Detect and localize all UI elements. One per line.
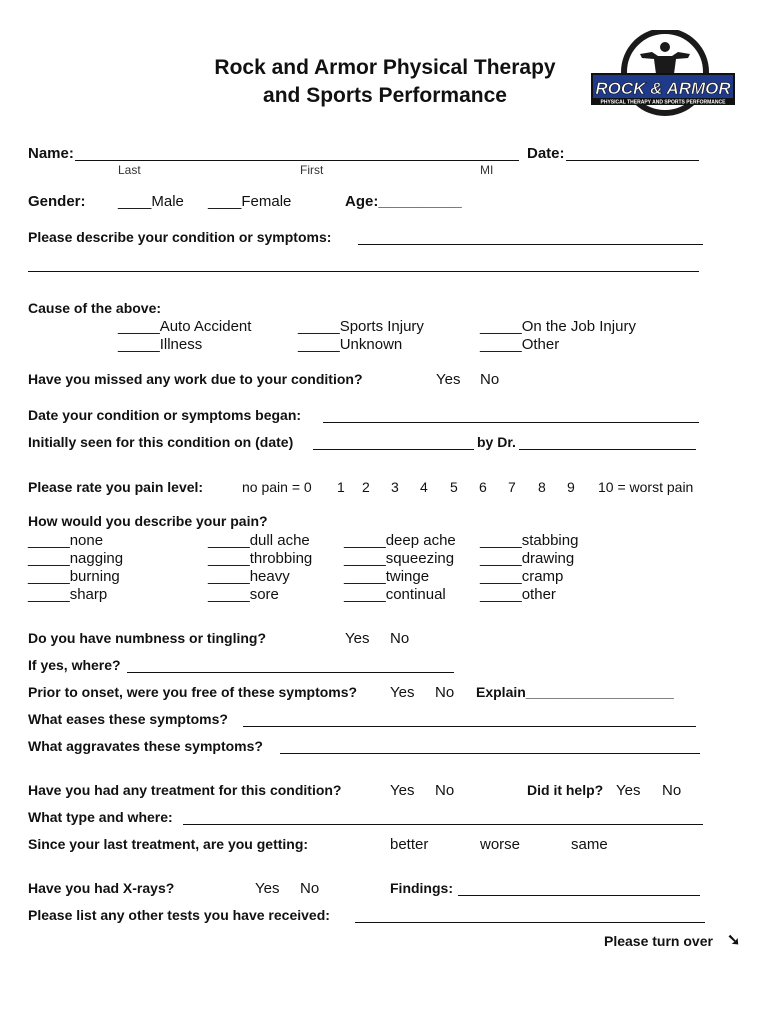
cause-sports-injury[interactable]: _____Sports Injury bbox=[298, 318, 424, 335]
aggravates-field[interactable] bbox=[280, 753, 700, 754]
numbness-where-label: If yes, where? bbox=[28, 657, 121, 673]
numbness-where-field[interactable] bbox=[127, 672, 454, 673]
condition-label: Please describe your condition or symptoms: bbox=[28, 229, 332, 245]
seen-by-label: by Dr. bbox=[477, 434, 516, 450]
seen-date-field[interactable] bbox=[313, 449, 474, 450]
aggravates-label: What aggravates these symptoms? bbox=[28, 738, 263, 754]
form-title-line1: Rock and Armor Physical Therapy bbox=[214, 56, 556, 79]
pain-option-deep-ache[interactable]: _____deep ache bbox=[344, 532, 456, 549]
prior-yes[interactable]: Yes bbox=[390, 684, 415, 701]
pain-level-label: Please rate you pain level: bbox=[28, 479, 204, 495]
pain-describe-label: How would you describe your pain? bbox=[28, 513, 268, 529]
since-better[interactable]: better bbox=[390, 836, 429, 853]
since-label: Since your last treatment, are you getting: bbox=[28, 836, 309, 852]
pain-option-twinge[interactable]: _____twinge bbox=[344, 568, 430, 585]
pain-level-9[interactable]: 9 bbox=[567, 479, 575, 495]
pain-level-6[interactable]: 6 bbox=[479, 479, 487, 495]
gender-female-option[interactable]: ____Female bbox=[208, 193, 292, 210]
pain-option-drawing[interactable]: _____drawing bbox=[480, 550, 575, 567]
pain-level-3[interactable]: 3 bbox=[391, 479, 399, 495]
pain-level-0[interactable]: no pain = 0 bbox=[242, 479, 312, 495]
xrays-no[interactable]: No bbox=[300, 880, 320, 897]
missed-work-yes[interactable]: Yes bbox=[436, 371, 461, 388]
cause-label: Cause of the above: bbox=[28, 300, 162, 316]
logo-subtext: PHYSICAL THERAPY AND SPORTS PERFORMANCE bbox=[600, 99, 726, 106]
missed-work-no[interactable]: No bbox=[480, 371, 500, 388]
type-where-label: What type and where: bbox=[28, 809, 173, 825]
tests-label: Please list any other tests you have received: bbox=[28, 907, 330, 923]
pain-option-nagging[interactable]: _____nagging bbox=[28, 550, 124, 567]
treatment-yes[interactable]: Yes bbox=[390, 782, 415, 799]
condition-field[interactable] bbox=[358, 244, 703, 245]
treatment-help-no[interactable]: No bbox=[662, 782, 682, 799]
pain-option-squeezing[interactable]: _____squeezing bbox=[344, 550, 455, 567]
treatment-label: Have you had any treatment for this condition? bbox=[28, 782, 342, 798]
first-caption: First bbox=[300, 163, 324, 177]
name-label: Name: bbox=[28, 145, 74, 162]
tests-field[interactable] bbox=[355, 922, 705, 923]
cause-other[interactable]: _____Other bbox=[480, 336, 560, 353]
pain-level-1[interactable]: 1 bbox=[337, 479, 345, 495]
pain-level-7[interactable]: 7 bbox=[508, 479, 516, 495]
began-label: Date your condition or symptoms began: bbox=[28, 407, 302, 423]
age-field[interactable]: Age:__________ bbox=[345, 193, 462, 210]
pain-option-dull-ache[interactable]: _____dull ache bbox=[208, 532, 310, 549]
name-field[interactable] bbox=[75, 160, 519, 161]
xrays-label: Have you had X-rays? bbox=[28, 880, 175, 896]
pain-option-sore[interactable]: _____sore bbox=[208, 586, 279, 603]
date-field[interactable] bbox=[566, 160, 699, 161]
mi-caption: MI bbox=[480, 163, 494, 177]
cause-auto-accident[interactable]: _____Auto Accident bbox=[118, 318, 252, 335]
cause-illness[interactable]: _____Illness bbox=[118, 336, 203, 353]
pain-level-2[interactable]: 2 bbox=[362, 479, 370, 495]
form-title-line2: and Sports Performance bbox=[263, 84, 507, 107]
pain-level-5[interactable]: 5 bbox=[450, 479, 458, 495]
treatment-no[interactable]: No bbox=[435, 782, 455, 799]
last-caption: Last bbox=[118, 163, 141, 177]
findings-field[interactable] bbox=[458, 895, 700, 896]
pain-option-throbbing[interactable]: _____throbbing bbox=[208, 550, 313, 567]
began-field[interactable] bbox=[323, 422, 699, 423]
pain-option-other[interactable]: _____other bbox=[480, 586, 556, 603]
pain-option-none[interactable]: _____none bbox=[28, 532, 104, 549]
gender-male-option[interactable]: ____Male bbox=[118, 193, 184, 210]
type-where-field[interactable] bbox=[183, 824, 703, 825]
turn-over-arrow-icon: ➘ bbox=[727, 932, 741, 949]
pain-option-sharp[interactable]: _____sharp bbox=[28, 586, 108, 603]
treatment-help-label: Did it help? bbox=[527, 782, 604, 798]
numbness-label: Do you have numbness or tingling? bbox=[28, 630, 267, 646]
pain-option-burning[interactable]: _____burning bbox=[28, 568, 120, 585]
pain-level-4[interactable]: 4 bbox=[420, 479, 428, 495]
date-label: Date: bbox=[527, 145, 565, 162]
cause-unknown[interactable]: _____Unknown bbox=[298, 336, 403, 353]
findings-label: Findings: bbox=[390, 880, 453, 896]
missed-work-label: Have you missed any work due to your condition? bbox=[28, 371, 363, 387]
eases-field[interactable] bbox=[243, 726, 696, 727]
treatment-help-yes[interactable]: Yes bbox=[616, 782, 641, 799]
seen-label: Initially seen for this condition on (date) bbox=[28, 434, 294, 450]
pain-level-8[interactable]: 8 bbox=[538, 479, 546, 495]
prior-explain-field[interactable]: Explain___________________ bbox=[476, 684, 674, 700]
rock-and-armor-logo bbox=[588, 30, 738, 120]
logo-text: ROCK & ARMOR bbox=[595, 79, 731, 98]
cause-on-the-job-injury[interactable]: _____On the Job Injury bbox=[480, 318, 636, 335]
numbness-yes[interactable]: Yes bbox=[345, 630, 370, 647]
condition-field-line2[interactable] bbox=[28, 271, 699, 272]
turn-over-text: Please turn over bbox=[604, 933, 713, 949]
numbness-no[interactable]: No bbox=[390, 630, 410, 647]
seen-doctor-field[interactable] bbox=[519, 449, 696, 450]
pain-option-heavy[interactable]: _____heavy bbox=[208, 568, 290, 585]
since-worse[interactable]: worse bbox=[480, 836, 521, 853]
gender-label: Gender: bbox=[28, 193, 86, 210]
pain-level-10[interactable]: 10 = worst pain bbox=[598, 479, 694, 495]
since-same[interactable]: same bbox=[571, 836, 608, 853]
xrays-yes[interactable]: Yes bbox=[255, 880, 280, 897]
prior-label: Prior to onset, were you free of these symptoms? bbox=[28, 684, 358, 700]
pain-option-cramp[interactable]: _____cramp bbox=[480, 568, 564, 585]
pain-option-continual[interactable]: _____continual bbox=[344, 586, 446, 603]
prior-no[interactable]: No bbox=[435, 684, 455, 701]
pain-option-stabbing[interactable]: _____stabbing bbox=[480, 532, 579, 549]
eases-label: What eases these symptoms? bbox=[28, 711, 228, 727]
